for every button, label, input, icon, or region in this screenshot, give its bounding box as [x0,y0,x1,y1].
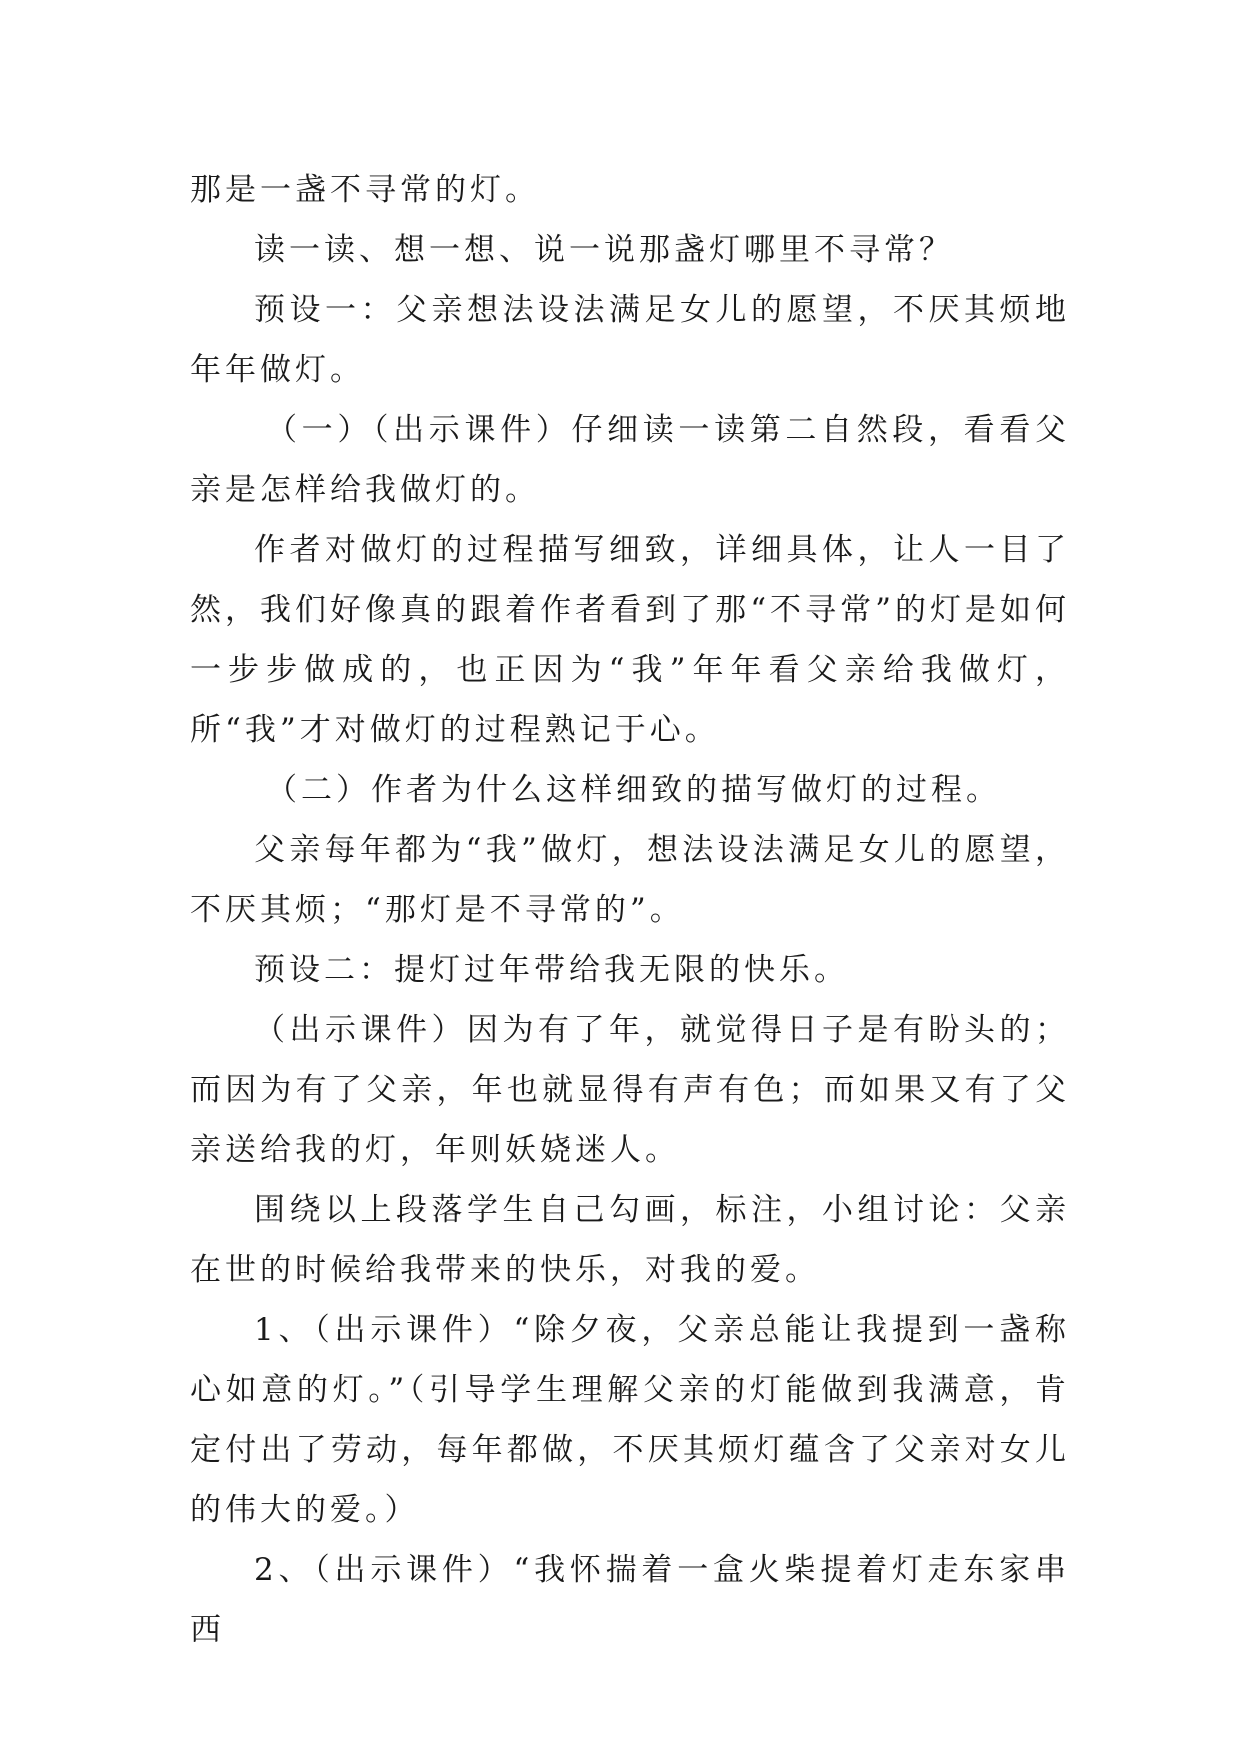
paragraph-4: （一）（出示课件）仔细读一读第二自然段，看看父亲是怎样给我做灯的。 [190,412,1070,508]
paragraph-3: 预设一：父亲想法设法满足女儿的愿望，不厌其烦地年年做灯。 [190,292,1070,388]
document-body [190,160,1070,1660]
paragraph-11: 1、（出示课件）“除夕夜，父亲总能让我提到一盏称心如意的灯。”（引导学生理解父亲的灯能做到我满意，肯定付出了劳动，每年都做，不厌其烦灯蕴含了父亲对女儿的伟大的爱。） [190,1312,1070,1528]
paragraph-7: 父亲每年都为“我”做灯，想法设法满足女儿的愿望，不厌其烦；“那灯是不寻常的”。 [190,832,1070,928]
paragraph-10: 围绕以上段落学生自己勾画，标注，小组讨论：父亲在世的时候给我带来的快乐，对我的爱。 [190,1192,1070,1288]
paragraph-8: 预设二：提灯过年带给我无限的快乐。 [254,952,849,988]
paragraph-2: 读一读、想一想、说一说那盏灯哪里不寻常？ [254,232,954,268]
paragraph-5: 作者对做灯的过程描写细致，详细具体，让人一目了然，我们好像真的跟着作者看到了那“不寻常”的灯是如何一步步做成的，也正因为“我”年年看父亲给我做灯，所“我”才对做灯的过程熟记于心。 [190,532,1070,748]
paragraph-1: 那是一盏不寻常的灯。 [190,172,540,208]
paragraph-9: （出示课件）因为有了年，就觉得日子是有盼头的；而因为有了父亲，年也就显得有声有色；而如果又有了父亲送给我的灯，年则妖娆迷人。 [190,1012,1070,1168]
paragraph-12: 2、（出示课件）“我怀揣着一盒火柴提着灯走东家串西 [190,1552,1070,1648]
paragraph-6: （二）作者为什么这样细致的描写做灯的过程。 [266,772,1001,808]
